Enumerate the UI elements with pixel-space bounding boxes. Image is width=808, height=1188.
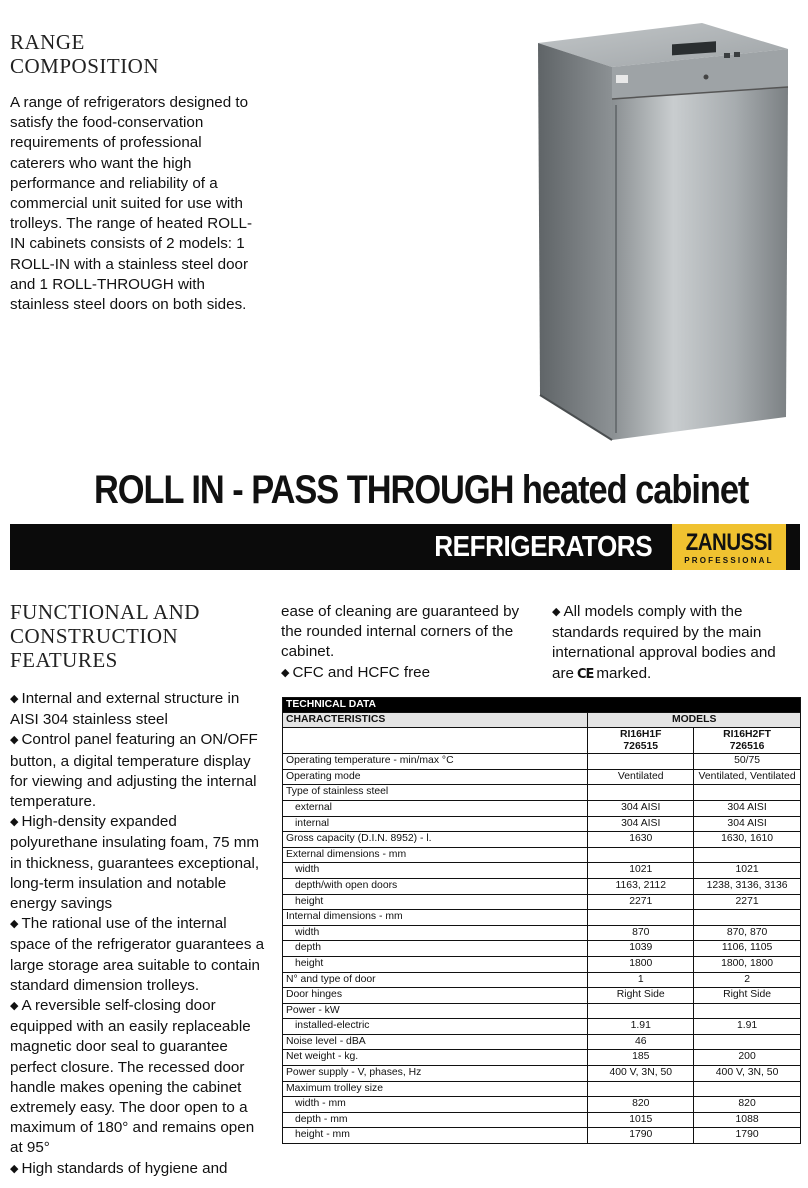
features-column-1	[10, 689, 266, 1180]
table-row	[283, 1097, 801, 1113]
row-value-model-1: 1163, 2112	[588, 878, 694, 894]
features-title	[10, 600, 270, 672]
table-header-row	[283, 713, 801, 728]
feature-text: Internal and external structure in AISI 304 stainless steel	[10, 690, 240, 729]
table-row	[283, 1003, 801, 1019]
model-2	[694, 728, 801, 754]
row-label: Power supply - V, phases, Hz	[283, 1066, 588, 1082]
model-code: 726516	[729, 740, 765, 752]
row-value-model-2: 820	[694, 1097, 801, 1113]
feature-item	[10, 914, 266, 996]
row-value-model-1: Right Side	[588, 988, 694, 1004]
row-label: Type of stainless steel	[283, 785, 588, 801]
table-row	[283, 832, 801, 848]
row-label: height	[283, 894, 588, 910]
row-label: width	[283, 925, 588, 941]
row-label: Gross capacity (D.I.N. 8952) - l.	[283, 832, 588, 848]
feature-continuation: ease of cleaning are guaranteed by the rounded internal corners of the cabinet.	[281, 603, 520, 661]
row-label: Operating temperature - min/max °C	[283, 754, 588, 770]
brand-name: ZANUSSI	[685, 529, 773, 556]
diamond-bullet-icon: ◆	[10, 693, 19, 705]
row-label: Power - kW	[283, 1003, 588, 1019]
feature-item	[552, 602, 792, 685]
row-value-model-2: 1630, 1610	[694, 832, 801, 848]
row-value-model-2	[694, 910, 801, 926]
feature-text: High standards of hygiene and	[21, 1159, 228, 1177]
row-value-model-2: 1106, 1105	[694, 941, 801, 957]
table-row	[283, 800, 801, 816]
feature-text: CFC and HCFC free	[292, 663, 431, 681]
feature-text: A reversible self-closing door equipped with an easily replaceable magnetic door seal to guarantee perfect closure. The recessed door handle makes opening the cabinet extremely easy. The door open to a maximum of 180° and remains open at 95°	[10, 997, 255, 1157]
table-row	[283, 988, 801, 1004]
row-label: N° and type of door	[283, 972, 588, 988]
row-label: External dimensions - mm	[283, 847, 588, 863]
roll-in-cabinet-image	[520, 15, 790, 445]
table-row	[283, 894, 801, 910]
features-title-line2: CONSTRUCTION	[10, 624, 179, 648]
row-value-model-2	[694, 1034, 801, 1050]
row-value-model-1	[588, 1003, 694, 1019]
row-value-model-1	[588, 847, 694, 863]
diamond-bullet-icon: ◆	[10, 1162, 19, 1175]
model-code: 726515	[623, 740, 659, 752]
table-row	[283, 785, 801, 801]
table-row	[283, 956, 801, 972]
row-value-model-2: 1088	[694, 1112, 801, 1128]
table-row	[283, 910, 801, 926]
feature-item	[281, 663, 531, 684]
row-label: internal	[283, 816, 588, 832]
row-label: Noise level - dBA	[283, 1034, 588, 1050]
model-1	[588, 728, 694, 754]
brand-subtitle: PROFESSIONAL	[684, 556, 774, 565]
row-value-model-2: 400 V, 3N, 50	[694, 1066, 801, 1082]
feature-item	[10, 689, 266, 730]
diamond-bullet-icon: ◆	[10, 1000, 19, 1013]
technical-data-table	[282, 697, 801, 1144]
features-column-2	[281, 602, 531, 684]
row-label: Door hinges	[283, 988, 588, 1004]
row-value-model-1: 304 AISI	[588, 816, 694, 832]
table-row	[283, 1112, 801, 1128]
models-header: MODELS	[588, 713, 801, 728]
row-value-model-1: 1790	[588, 1128, 694, 1144]
row-value-model-2	[694, 1081, 801, 1097]
row-value-model-1: 1021	[588, 863, 694, 879]
row-value-model-2: 304 AISI	[694, 800, 801, 816]
row-value-model-1: 1039	[588, 941, 694, 957]
features-title-line1: FUNCTIONAL AND	[10, 600, 200, 624]
table-row	[283, 847, 801, 863]
banner-category-label: REFRIGERATORS	[434, 531, 652, 563]
table-row	[283, 1081, 801, 1097]
row-value-model-2	[694, 1003, 801, 1019]
row-label: depth	[283, 941, 588, 957]
row-value-model-1: 46	[588, 1034, 694, 1050]
row-value-model-1: 400 V, 3N, 50	[588, 1066, 694, 1082]
row-label: height	[283, 956, 588, 972]
feature-item	[10, 996, 266, 1159]
row-label: Internal dimensions - mm	[283, 910, 588, 926]
model-row-blank	[283, 728, 588, 754]
ce-mark-icon: CE	[576, 666, 594, 682]
table-row	[283, 972, 801, 988]
row-label: Operating mode	[283, 769, 588, 785]
table-row	[283, 941, 801, 957]
feature-text: The rational use of the internal space of the refrigerator guarantees a large storage area suitable to contain standard dimension trolleys.	[10, 915, 265, 994]
row-label: width - mm	[283, 1097, 588, 1113]
table-row	[283, 863, 801, 879]
table-row	[283, 1019, 801, 1035]
diamond-bullet-icon: ◆	[10, 918, 19, 931]
row-value-model-1: 1630	[588, 832, 694, 848]
row-value-model-2: 2271	[694, 894, 801, 910]
table-row	[283, 1034, 801, 1050]
row-value-model-1: 304 AISI	[588, 800, 694, 816]
feature-text: All models comply with the standards required by the main international approval bodies and are	[552, 603, 776, 682]
diamond-bullet-icon: ◆	[281, 666, 290, 679]
row-value-model-2: 1790	[694, 1128, 801, 1144]
row-value-model-2: Ventilated, Ventilated	[694, 769, 801, 785]
row-value-model-2: 1021	[694, 863, 801, 879]
table-row	[283, 1128, 801, 1144]
row-value-model-2: 200	[694, 1050, 801, 1066]
row-label: Net weight - kg.	[283, 1050, 588, 1066]
feature-item	[10, 812, 266, 914]
table-row	[283, 816, 801, 832]
row-value-model-1: 185	[588, 1050, 694, 1066]
row-value-model-2: 1800, 1800	[694, 956, 801, 972]
table-row	[283, 1050, 801, 1066]
row-value-model-1: Ventilated	[588, 769, 694, 785]
row-value-model-2: 2	[694, 972, 801, 988]
row-value-model-1: 1015	[588, 1112, 694, 1128]
row-label: external	[283, 800, 588, 816]
row-label: height - mm	[283, 1128, 588, 1144]
row-value-model-2: 870, 870	[694, 925, 801, 941]
diamond-bullet-icon: ◆	[552, 606, 561, 618]
feature-item	[10, 730, 266, 812]
row-value-model-1	[588, 1081, 694, 1097]
table-row	[283, 769, 801, 785]
characteristics-header: CHARACTERISTICS	[283, 713, 588, 728]
model-row	[283, 728, 801, 754]
product-headline: ROLL IN - PASS THROUGH heated cabinet	[94, 468, 749, 512]
row-value-model-2: 1.91	[694, 1019, 801, 1035]
row-label: width	[283, 863, 588, 879]
row-value-model-1: 1800	[588, 956, 694, 972]
row-value-model-2	[694, 847, 801, 863]
features-title-line3: FEATURES	[10, 648, 118, 672]
table-title-row	[283, 698, 801, 713]
row-value-model-1: 870	[588, 925, 694, 941]
row-value-model-2: 1238, 3136, 3136	[694, 878, 801, 894]
row-value-model-2: 304 AISI	[694, 816, 801, 832]
row-value-model-1: 1.91	[588, 1019, 694, 1035]
table-row	[283, 1066, 801, 1082]
row-value-model-2: Right Side	[694, 988, 801, 1004]
feature-text: marked.	[596, 664, 652, 682]
range-title-line1: RANGE	[10, 30, 85, 54]
row-value-model-1	[588, 754, 694, 770]
row-value-model-1	[588, 910, 694, 926]
row-value-model-1: 820	[588, 1097, 694, 1113]
table-row	[283, 878, 801, 894]
row-value-model-2: 50/75	[694, 754, 801, 770]
feature-item	[10, 1159, 266, 1180]
row-label: depth - mm	[283, 1112, 588, 1128]
range-description: A range of refrigerators designed to satisfy the food-conservation requirements of professional caterers who want the high performance and reliability of a commercial unit suited for use with trolleys. The range of heated ROLL-IN cabinets consists of 2 models: 1 ROLL-IN with a stainless steel door and 1 ROLL-THROUGH with stainless steel doors on both sides.	[10, 94, 253, 314]
row-label: installed-electric	[283, 1019, 588, 1035]
table-row	[283, 925, 801, 941]
row-label: Maximum trolley size	[283, 1081, 588, 1097]
model-name: RI16H1F	[619, 729, 662, 740]
diamond-bullet-icon: ◆	[10, 816, 19, 829]
range-composition-title	[10, 30, 250, 78]
table-row	[283, 754, 801, 770]
range-title-line2: COMPOSITION	[10, 54, 160, 78]
feature-text: Control panel featuring an ON/OFF button, a digital temperature display for viewing and adjusting the internal temperature.	[10, 731, 258, 811]
row-value-model-1: 1	[588, 972, 694, 988]
row-label: depth/with open doors	[283, 878, 588, 894]
diamond-bullet-icon: ◆	[10, 734, 19, 747]
row-value-model-1: 2271	[588, 894, 694, 910]
model-name: RI16H2FT	[723, 729, 772, 740]
row-value-model-2	[694, 785, 801, 801]
features-column-3	[552, 602, 792, 685]
feature-text: High-density expanded polyurethane insulating foam, 75 mm in thickness, guarantees exceptional, long-term insulation and notable energy savings	[10, 813, 260, 913]
row-value-model-1	[588, 785, 694, 801]
table-title: TECHNICAL DATA	[283, 698, 801, 713]
zanussi-logo	[672, 524, 786, 570]
